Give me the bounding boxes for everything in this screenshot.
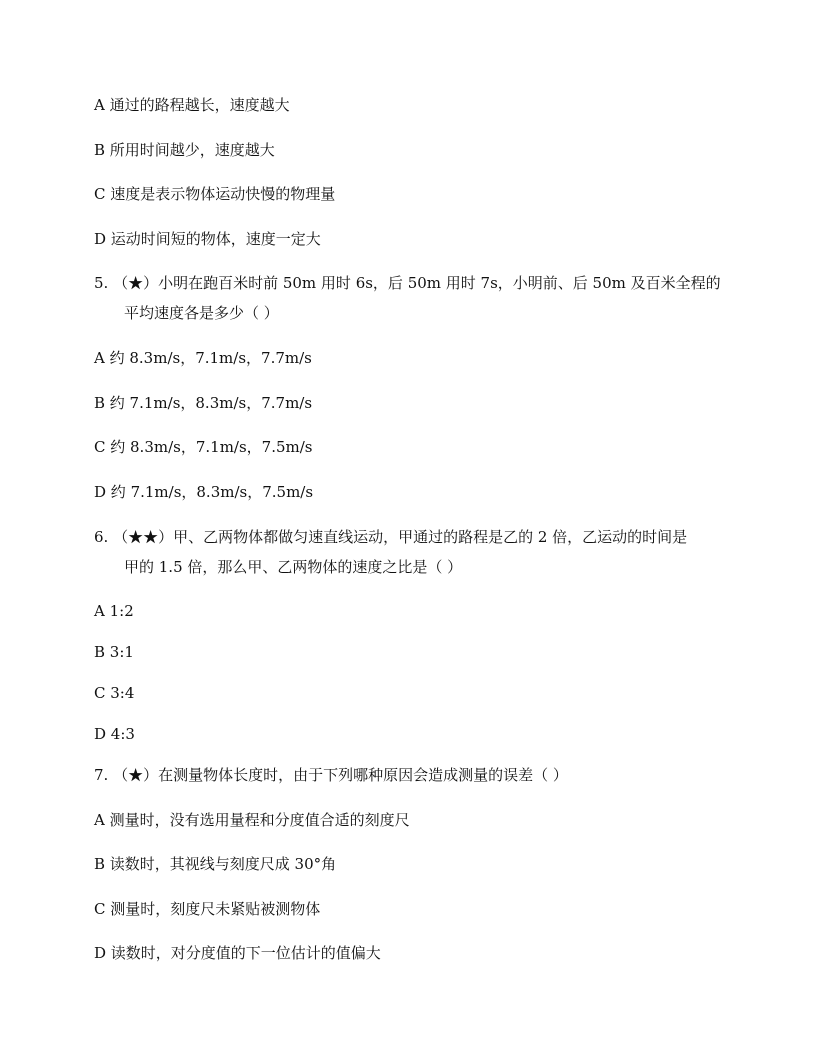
q5-option-b: B 约 7.1m/s，8.3m/s，7.7m/s — [94, 394, 313, 412]
q7-question: 7. （★）在测量物体长度时，由于下列哪种原因会造成测量的误差（ ） — [94, 766, 568, 784]
q5-option-d: D 约 7.1m/s，8.3m/s，7.5m/s — [94, 483, 314, 501]
q4-option-d: D 运动时间短的物体，速度一定大 — [94, 230, 321, 248]
q6-question: 6. （★★）甲、乙两物体都做匀速直线运动，甲通过的路程是乙的 2 倍，乙运动的时间是 — [94, 528, 688, 546]
q6-question-cont: 甲的 1.5 倍，那么甲、乙两物体的速度之比是（ ） — [124, 558, 463, 576]
q5-question-cont: 平均速度各是多少（ ） — [124, 304, 279, 322]
q7-option-c: C 测量时，刻度尺未紧贴被测物体 — [94, 900, 321, 918]
q5-option-c: C 约 8.3m/s，7.1m/s，7.5m/s — [94, 438, 313, 456]
q7-option-a: A 测量时，没有选用量程和分度值合适的刻度尺 — [94, 811, 410, 829]
q5-option-a: A 约 8.3m/s，7.1m/s，7.7m/s — [94, 349, 312, 367]
q4-option-b: B 所用时间越少，速度越大 — [94, 141, 275, 159]
q4-option-a: A 通过的路程越长，速度越大 — [94, 96, 290, 114]
q5-question: 5. （★）小明在跑百米时前 50m 用时 6s，后 50m 用时 7s，小明前、后 50m 及百米全程的 — [94, 274, 721, 292]
q6-option-d: D 4:3 — [94, 725, 135, 743]
q7-option-b: B 读数时，其视线与刻度尺成 30°角 — [94, 855, 337, 873]
q4-option-c: C 速度是表示物体运动快慢的物理量 — [94, 185, 336, 203]
q6-option-c: C 3:4 — [94, 684, 135, 702]
q6-option-b: B 3:1 — [94, 643, 134, 661]
q7-option-d: D 读数时，对分度值的下一位估计的值偏大 — [94, 944, 381, 962]
q6-option-a: A 1:2 — [94, 602, 134, 620]
